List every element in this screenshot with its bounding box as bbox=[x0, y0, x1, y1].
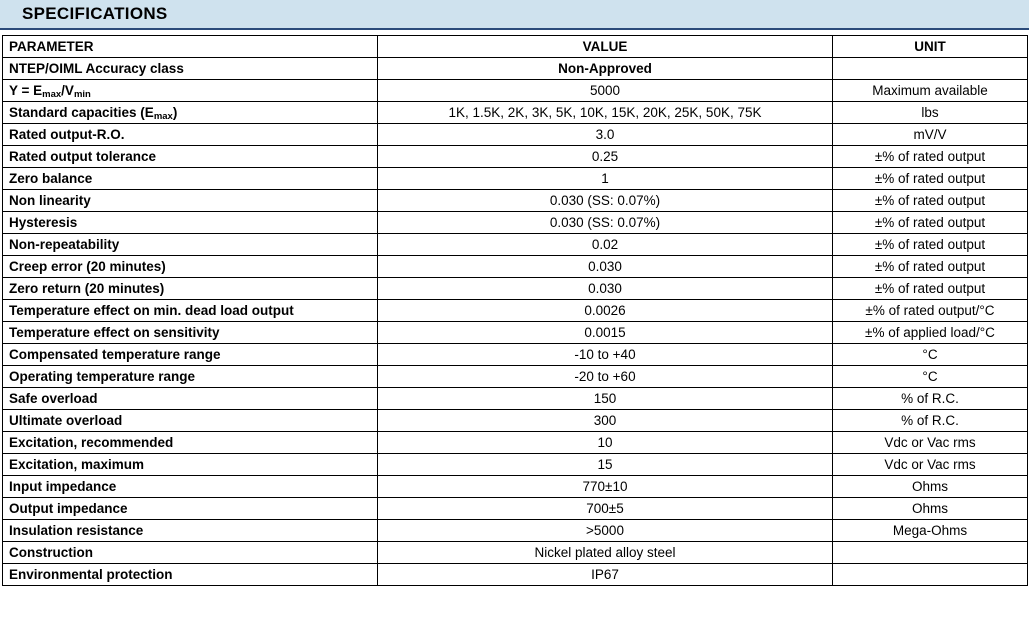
cell-unit: Ohms bbox=[833, 498, 1028, 520]
cell-unit: % of R.C. bbox=[833, 410, 1028, 432]
table-row bbox=[3, 498, 1028, 520]
cell-value: 0.030 bbox=[378, 278, 833, 300]
cell-unit: ±% of rated output bbox=[833, 278, 1028, 300]
cell-parameter: $Y = E_{max}/V_{min}$ bbox=[3, 80, 378, 102]
cell-value: 10 bbox=[378, 432, 833, 454]
cell-unit: ±% of rated output bbox=[833, 190, 1028, 212]
cell-parameter: Input impedance bbox=[3, 476, 378, 498]
table-row bbox=[3, 564, 1028, 586]
cell-unit: % of R.C. bbox=[833, 388, 1028, 410]
cell-value: 3.0 bbox=[378, 124, 833, 146]
cell-parameter: Non linearity bbox=[3, 190, 378, 212]
cell-value: 0.0015 bbox=[378, 322, 833, 344]
table-row bbox=[3, 168, 1028, 190]
table-row bbox=[3, 454, 1028, 476]
cell-parameter: Zero balance bbox=[3, 168, 378, 190]
specifications-header bbox=[0, 0, 1029, 30]
table-row bbox=[3, 322, 1028, 344]
cell-parameter: Environmental protection bbox=[3, 564, 378, 586]
table-row bbox=[3, 80, 1028, 102]
cell-parameter: Safe overload bbox=[3, 388, 378, 410]
cell-parameter: Standard capacities $(E_{max})$ bbox=[3, 102, 378, 124]
cell-unit: mV/V bbox=[833, 124, 1028, 146]
cell-parameter: Insulation resistance bbox=[3, 520, 378, 542]
table-row bbox=[3, 432, 1028, 454]
table-row bbox=[3, 520, 1028, 542]
cell-unit: Vdc or Vac rms bbox=[833, 432, 1028, 454]
cell-unit bbox=[833, 542, 1028, 564]
cell-value: 1K, 1.5K, 2K, 3K, 5K, 10K, 15K, 20K, 25K, 50K, 75K bbox=[378, 102, 833, 124]
cell-value: Nickel plated alloy steel bbox=[378, 542, 833, 564]
cell-value: 150 bbox=[378, 388, 833, 410]
table-row bbox=[3, 124, 1028, 146]
table-row bbox=[3, 366, 1028, 388]
cell-parameter: Output impedance bbox=[3, 498, 378, 520]
cell-value: 1 bbox=[378, 168, 833, 190]
table-row bbox=[3, 146, 1028, 168]
cell-value: 5000 bbox=[378, 80, 833, 102]
cell-parameter: Operating temperature range bbox=[3, 366, 378, 388]
cell-parameter: Excitation, maximum bbox=[3, 454, 378, 476]
cell-unit: ±% of rated output bbox=[833, 212, 1028, 234]
page-title: SPECIFICATIONS bbox=[22, 4, 168, 23]
cell-unit: ±% of rated output bbox=[833, 234, 1028, 256]
column-header-parameter: PARAMETER bbox=[3, 36, 378, 58]
cell-parameter: Ultimate overload bbox=[3, 410, 378, 432]
table-row bbox=[3, 58, 1028, 80]
cell-unit bbox=[833, 564, 1028, 586]
cell-value: 15 bbox=[378, 454, 833, 476]
cell-parameter: Creep error (20 minutes) bbox=[3, 256, 378, 278]
cell-value: IP67 bbox=[378, 564, 833, 586]
cell-value: 0.0026 bbox=[378, 300, 833, 322]
cell-value: 0.02 bbox=[378, 234, 833, 256]
cell-unit: ±% of rated output bbox=[833, 256, 1028, 278]
cell-unit: ±% of rated output bbox=[833, 146, 1028, 168]
specifications-table bbox=[2, 35, 1028, 586]
cell-parameter: Hysteresis bbox=[3, 212, 378, 234]
cell-parameter: Temperature effect on sensitivity bbox=[3, 322, 378, 344]
cell-value: 770±10 bbox=[378, 476, 833, 498]
column-header-value: VALUE bbox=[378, 36, 833, 58]
cell-unit: ±% of rated output/°C bbox=[833, 300, 1028, 322]
cell-parameter: Rated output-R.O. bbox=[3, 124, 378, 146]
cell-parameter: Compensated temperature range bbox=[3, 344, 378, 366]
cell-value: 0.030 (SS: 0.07%) bbox=[378, 190, 833, 212]
table-row bbox=[3, 476, 1028, 498]
table-row bbox=[3, 234, 1028, 256]
cell-value: -10 to +40 bbox=[378, 344, 833, 366]
cell-value: 700±5 bbox=[378, 498, 833, 520]
cell-value: 300 bbox=[378, 410, 833, 432]
cell-unit: ±% of applied load/°C bbox=[833, 322, 1028, 344]
table-row bbox=[3, 410, 1028, 432]
table-row bbox=[3, 344, 1028, 366]
table-row bbox=[3, 278, 1028, 300]
cell-value: 0.25 bbox=[378, 146, 833, 168]
table-row bbox=[3, 256, 1028, 278]
cell-unit: °C bbox=[833, 366, 1028, 388]
specifications-table-body bbox=[3, 36, 1028, 586]
cell-value: Non-Approved bbox=[378, 58, 833, 80]
cell-value: >5000 bbox=[378, 520, 833, 542]
column-header-unit: UNIT bbox=[833, 36, 1028, 58]
cell-unit: Ohms bbox=[833, 476, 1028, 498]
table-row bbox=[3, 388, 1028, 410]
cell-unit bbox=[833, 58, 1028, 80]
cell-unit: °C bbox=[833, 344, 1028, 366]
cell-parameter: Temperature effect on min. dead load output bbox=[3, 300, 378, 322]
cell-parameter: Zero return (20 minutes) bbox=[3, 278, 378, 300]
table-row bbox=[3, 190, 1028, 212]
cell-unit: Vdc or Vac rms bbox=[833, 454, 1028, 476]
cell-unit: Maximum available bbox=[833, 80, 1028, 102]
cell-unit: Mega-Ohms bbox=[833, 520, 1028, 542]
cell-unit: lbs bbox=[833, 102, 1028, 124]
table-row bbox=[3, 300, 1028, 322]
cell-parameter: Construction bbox=[3, 542, 378, 564]
cell-value: 0.030 (SS: 0.07%) bbox=[378, 212, 833, 234]
table-row bbox=[3, 212, 1028, 234]
cell-unit: ±% of rated output bbox=[833, 168, 1028, 190]
table-header-row bbox=[3, 36, 1028, 58]
cell-value: -20 to +60 bbox=[378, 366, 833, 388]
cell-parameter: Non-repeatability bbox=[3, 234, 378, 256]
cell-parameter: Excitation, recommended bbox=[3, 432, 378, 454]
cell-parameter: Rated output tolerance bbox=[3, 146, 378, 168]
table-row bbox=[3, 102, 1028, 124]
cell-parameter: NTEP/OIML Accuracy class bbox=[3, 58, 378, 80]
table-row bbox=[3, 542, 1028, 564]
cell-value: 0.030 bbox=[378, 256, 833, 278]
